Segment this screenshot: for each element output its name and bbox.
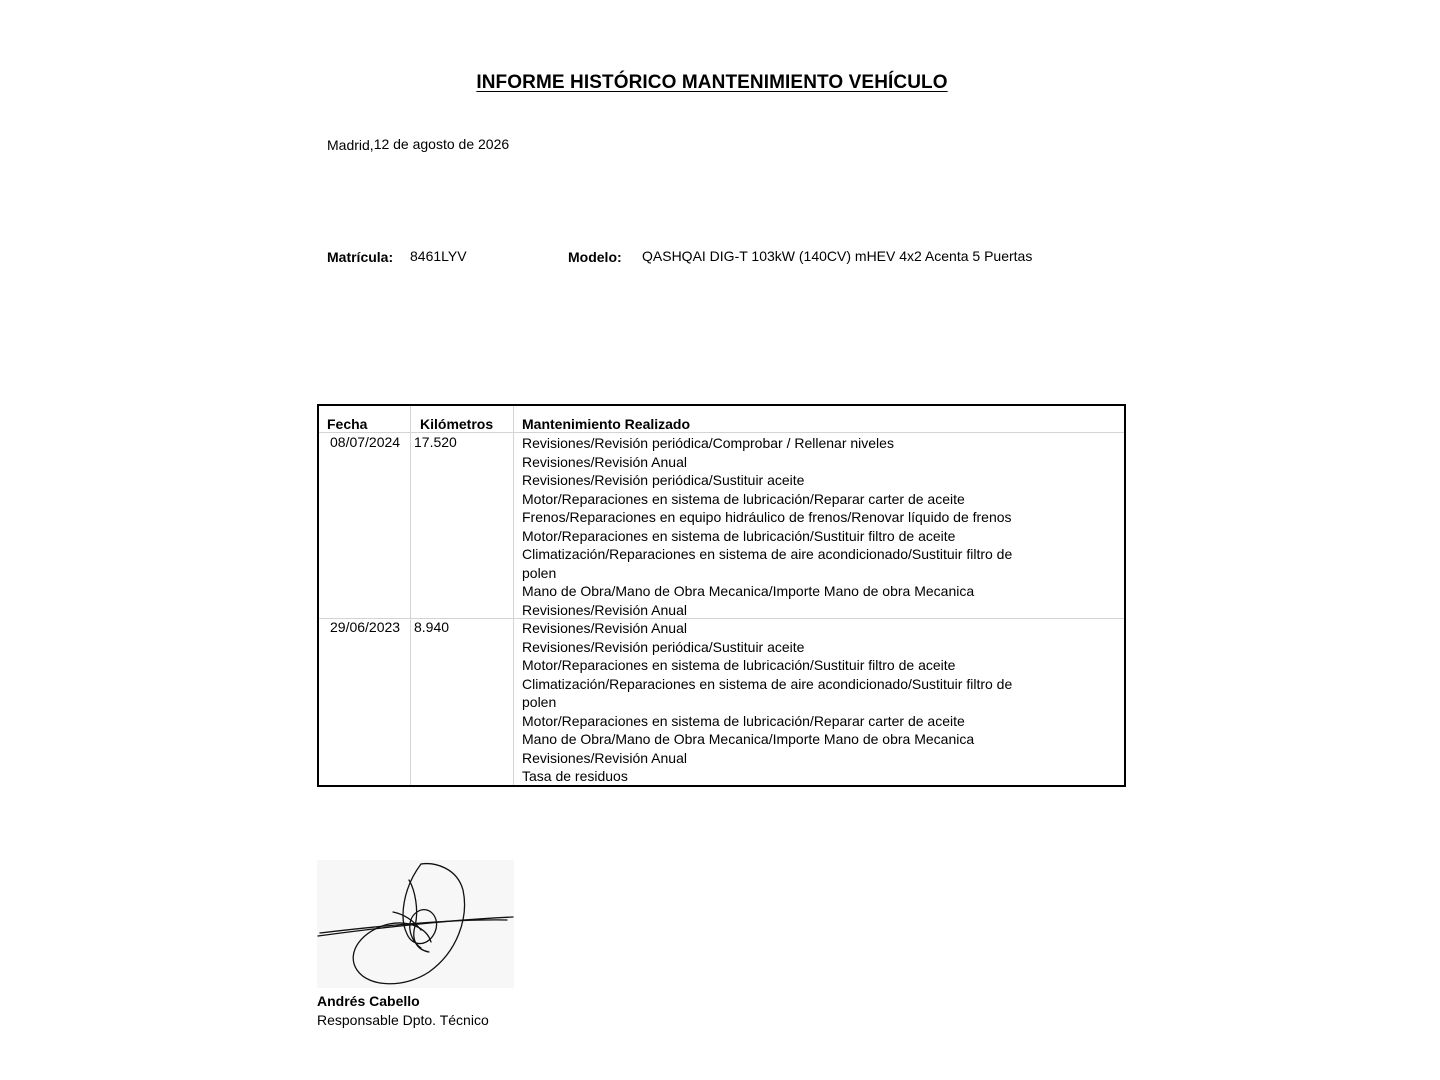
header-maintenance: Mantenimiento Realizado bbox=[522, 416, 691, 432]
report-date: 12 de agosto de 2026 bbox=[373, 136, 510, 152]
task-item: Revisiones/Revisión Anual bbox=[522, 601, 687, 618]
task-item: Revisiones/Revisión periódica/Sustituir aceite bbox=[522, 638, 805, 655]
signature-drawing bbox=[317, 860, 514, 988]
task-item: Mano de Obra/Mano de Obra Mecanica/Importe Mano de obra Mecanica bbox=[522, 731, 975, 747]
maintenance-history-table bbox=[317, 404, 1126, 787]
report-place: Madrid, bbox=[327, 137, 374, 153]
task-item: Motor/Reparaciones en sistema de lubricación/Reparar carter de aceite bbox=[522, 490, 965, 507]
row-divider bbox=[319, 432, 1124, 433]
column-divider bbox=[513, 406, 514, 785]
task-item: Revisiones/Revisión Anual bbox=[522, 749, 687, 766]
task-item: Climatización/Reparaciones en sistema de aire acondicionado/Sustituir filtro de polen bbox=[522, 546, 1013, 581]
task-item: Revisiones/Revisión periódica/Comprobar / Rellenar niveles bbox=[522, 435, 894, 451]
task-item: Frenos/Reparaciones en equipo hidráulico de frenos/Renovar líquido de frenos bbox=[522, 509, 1012, 525]
task-item: Climatización/Reparaciones en sistema de aire acondicionado/Sustituir filtro de polen bbox=[522, 675, 1013, 710]
row-tasks bbox=[522, 434, 1012, 619]
model-label: Modelo: bbox=[568, 249, 622, 265]
row-date: 08/07/2024 bbox=[330, 434, 401, 450]
plate-value: 8461LYV bbox=[410, 248, 467, 264]
place-date-line bbox=[327, 137, 509, 153]
row-tasks bbox=[522, 619, 1012, 786]
report-title: INFORME HISTÓRICO MANTENIMIENTO VEHÍCULO bbox=[476, 72, 948, 93]
row-km: 8.940 bbox=[414, 619, 450, 635]
header-km: Kilómetros bbox=[420, 416, 494, 432]
task-item: Tasa de residuos bbox=[522, 768, 628, 784]
task-item: Motor/Reparaciones en sistema de lubricación/Sustituir filtro de aceite bbox=[522, 657, 956, 673]
row-km: 17.520 bbox=[414, 434, 457, 450]
task-item: Motor/Reparaciones en sistema de lubricación/Sustituir filtro de aceite bbox=[522, 527, 956, 544]
model-value: QASHQAI DIG-T 103kW (140CV) mHEV 4x2 Acenta 5 Puertas bbox=[642, 248, 1033, 264]
header-date: Fecha bbox=[327, 416, 368, 432]
row-date: 29/06/2023 bbox=[330, 619, 401, 635]
task-item: Motor/Reparaciones en sistema de lubricación/Reparar carter de aceite bbox=[522, 712, 965, 729]
plate-label: Matrícula: bbox=[327, 249, 394, 265]
signer-role: Responsable Dpto. Técnico bbox=[317, 1012, 489, 1028]
task-item: Revisiones/Revisión periódica/Sustituir aceite bbox=[522, 472, 805, 488]
column-divider bbox=[410, 406, 411, 785]
task-item: Revisiones/Revisión Anual bbox=[522, 620, 687, 636]
signer-name: Andrés Cabello bbox=[317, 993, 420, 1009]
task-item: Revisiones/Revisión Anual bbox=[522, 453, 687, 470]
handwritten-signature bbox=[317, 860, 514, 988]
task-item: Mano de Obra/Mano de Obra Mecanica/Importe Mano de obra Mecanica bbox=[522, 583, 975, 599]
